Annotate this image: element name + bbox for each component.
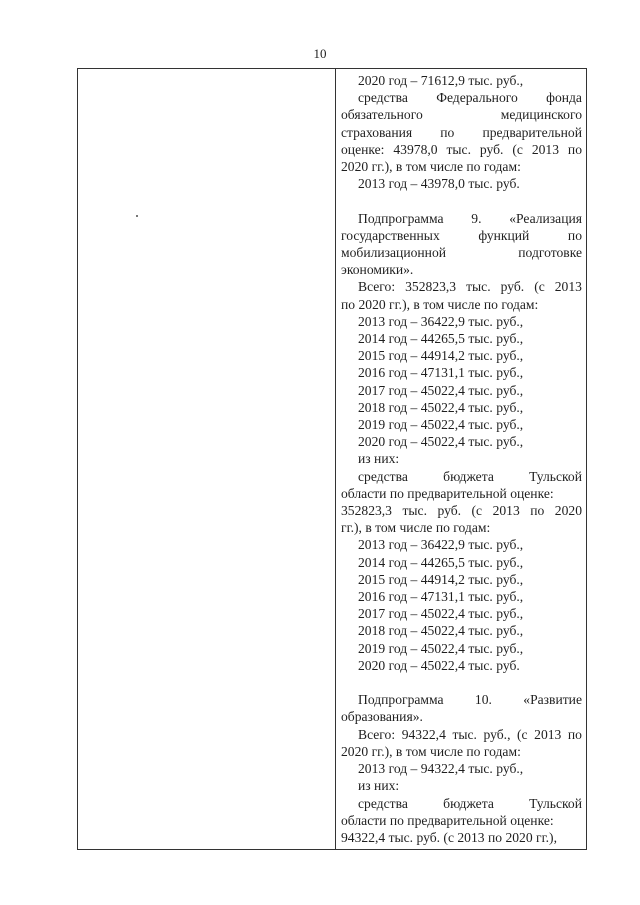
word: медицинского	[500, 107, 582, 123]
year-line: 2014 год – 44265,5 тыс. руб.,	[358, 331, 524, 347]
subprogram-heading	[341, 210, 582, 227]
subprogram-heading	[341, 227, 582, 244]
text-line: из них:	[358, 778, 400, 794]
year-list	[341, 536, 582, 674]
text-line: 2020 год – 71612,9 тыс. руб.,	[358, 73, 524, 88]
word: Всего:	[358, 726, 396, 742]
word: по	[567, 141, 582, 157]
year-line: 2016 год – 47131,1 тыс. руб.,	[358, 589, 524, 605]
year-line: 2019 год – 45022,4 тыс. руб.,	[358, 417, 524, 433]
word: по	[567, 227, 582, 243]
text-line-justified	[341, 89, 582, 106]
word: бюджета	[443, 795, 494, 811]
word: фонда	[546, 90, 582, 106]
text-line: гг.), в том числе по годам:	[341, 520, 491, 536]
year-line: 2017 год – 45022,4 тыс. руб.,	[358, 382, 524, 398]
year-line: 2018 год – 45022,4 тыс. руб.,	[358, 399, 524, 415]
text-line: 94322,4 тыс. руб. (с 2013 по 2020 гг.),	[341, 829, 557, 845]
word: обязательного	[341, 107, 423, 123]
word: «Развитие	[523, 692, 582, 708]
word: страхования	[341, 124, 413, 140]
year-line: 2020 год – 45022,4 тыс. руб.	[358, 657, 520, 673]
word: (с	[517, 726, 528, 742]
text-line: области по предварительной оценке:	[341, 812, 554, 828]
year-line: 2017 год – 45022,4 тыс. руб.,	[358, 606, 524, 622]
subprogram-heading: экономики».	[341, 262, 414, 278]
word: 2013	[492, 503, 520, 519]
word: «Реализация	[509, 210, 582, 226]
word: средства	[358, 468, 408, 484]
word: тыс.	[466, 279, 491, 295]
word: 10.	[474, 692, 492, 708]
word: Всего:	[358, 279, 396, 295]
word: руб.,	[483, 726, 511, 742]
text-line: 2020 гг.), в том числе по годам:	[341, 743, 521, 759]
word: (с	[512, 141, 523, 157]
word: Подпрограмма	[358, 210, 444, 226]
word: тыс.	[402, 503, 427, 519]
word: по	[567, 726, 582, 742]
word: бюджета	[443, 468, 494, 484]
word: 2013	[531, 141, 560, 157]
text-line-justified	[341, 124, 582, 141]
word: 352823,3	[405, 279, 457, 295]
year-line: 2014 год – 44265,5 тыс. руб.,	[358, 554, 524, 570]
word: государственных	[341, 227, 440, 243]
word: средства	[358, 795, 408, 811]
table-right-cell	[336, 69, 586, 849]
word: 9.	[471, 210, 482, 226]
year-line: 2018 год – 45022,4 тыс. руб.,	[358, 623, 524, 639]
word: (с	[471, 503, 483, 519]
text-line-justified	[341, 502, 582, 519]
word: по	[530, 503, 545, 519]
year-line: 2019 год – 45022,4 тыс. руб.,	[358, 640, 524, 656]
word: 352823,3	[341, 503, 392, 519]
subprogram-heading	[341, 691, 582, 708]
text-line-justified	[341, 726, 582, 743]
word: средства	[358, 90, 408, 106]
word: по	[440, 124, 455, 140]
year-line: 2013 год – 36422,9 тыс. руб.,	[358, 537, 524, 553]
year-list	[341, 313, 582, 451]
word: мобилизационной	[341, 245, 447, 261]
text-line: 2020 гг.), в том числе по годам:	[341, 159, 521, 175]
table-left-cell	[78, 69, 336, 849]
word: руб.	[479, 141, 504, 157]
subprogram-heading: образования».	[341, 709, 423, 725]
word: Подпрограмма	[358, 692, 444, 708]
text-line: 2013 год – 94322,4 тыс. руб.,	[358, 761, 524, 777]
word: руб.	[437, 503, 462, 519]
word: Тульской	[529, 795, 582, 811]
year-line: 2020 год – 45022,4 тыс. руб.,	[358, 434, 524, 450]
word: 2013	[554, 279, 582, 295]
scan-speck	[136, 215, 138, 217]
page-number: 10	[313, 46, 327, 61]
word: подготовке	[518, 245, 582, 261]
text-line: из них:	[358, 451, 400, 467]
subprogram-heading	[341, 244, 582, 261]
text-line-justified	[341, 106, 582, 123]
word: тыс.	[446, 141, 471, 157]
text-line: 2013 год – 43978,0 тыс. руб.	[358, 176, 520, 192]
document-table	[77, 68, 587, 850]
text-line-justified	[341, 141, 582, 158]
word: тыс.	[452, 726, 477, 742]
word: 43978,0	[393, 141, 438, 157]
year-line: 2015 год – 44914,2 тыс. руб.,	[358, 348, 524, 364]
word: Федерального	[436, 90, 518, 106]
year-line: 2013 год – 36422,9 тыс. руб.,	[358, 313, 524, 329]
text-line-justified	[341, 468, 582, 485]
word: Тульской	[529, 468, 582, 484]
text-line-justified	[341, 795, 582, 812]
year-line: 2015 год – 44914,2 тыс. руб.,	[358, 571, 524, 587]
word: (с	[534, 279, 545, 295]
word: 2020	[554, 503, 582, 519]
word: функций	[478, 227, 530, 243]
text-line-justified	[341, 278, 582, 295]
year-line: 2016 год – 47131,1 тыс. руб.,	[358, 365, 524, 381]
text-line: по 2020 гг.), в том числе по годам:	[341, 296, 539, 312]
word: 2013	[534, 726, 562, 742]
word: предварительной	[482, 124, 582, 140]
word: оценке:	[341, 141, 385, 157]
word: 94322,4	[401, 726, 446, 742]
text-line: области по предварительной оценке:	[341, 485, 554, 501]
word: руб.	[500, 279, 525, 295]
